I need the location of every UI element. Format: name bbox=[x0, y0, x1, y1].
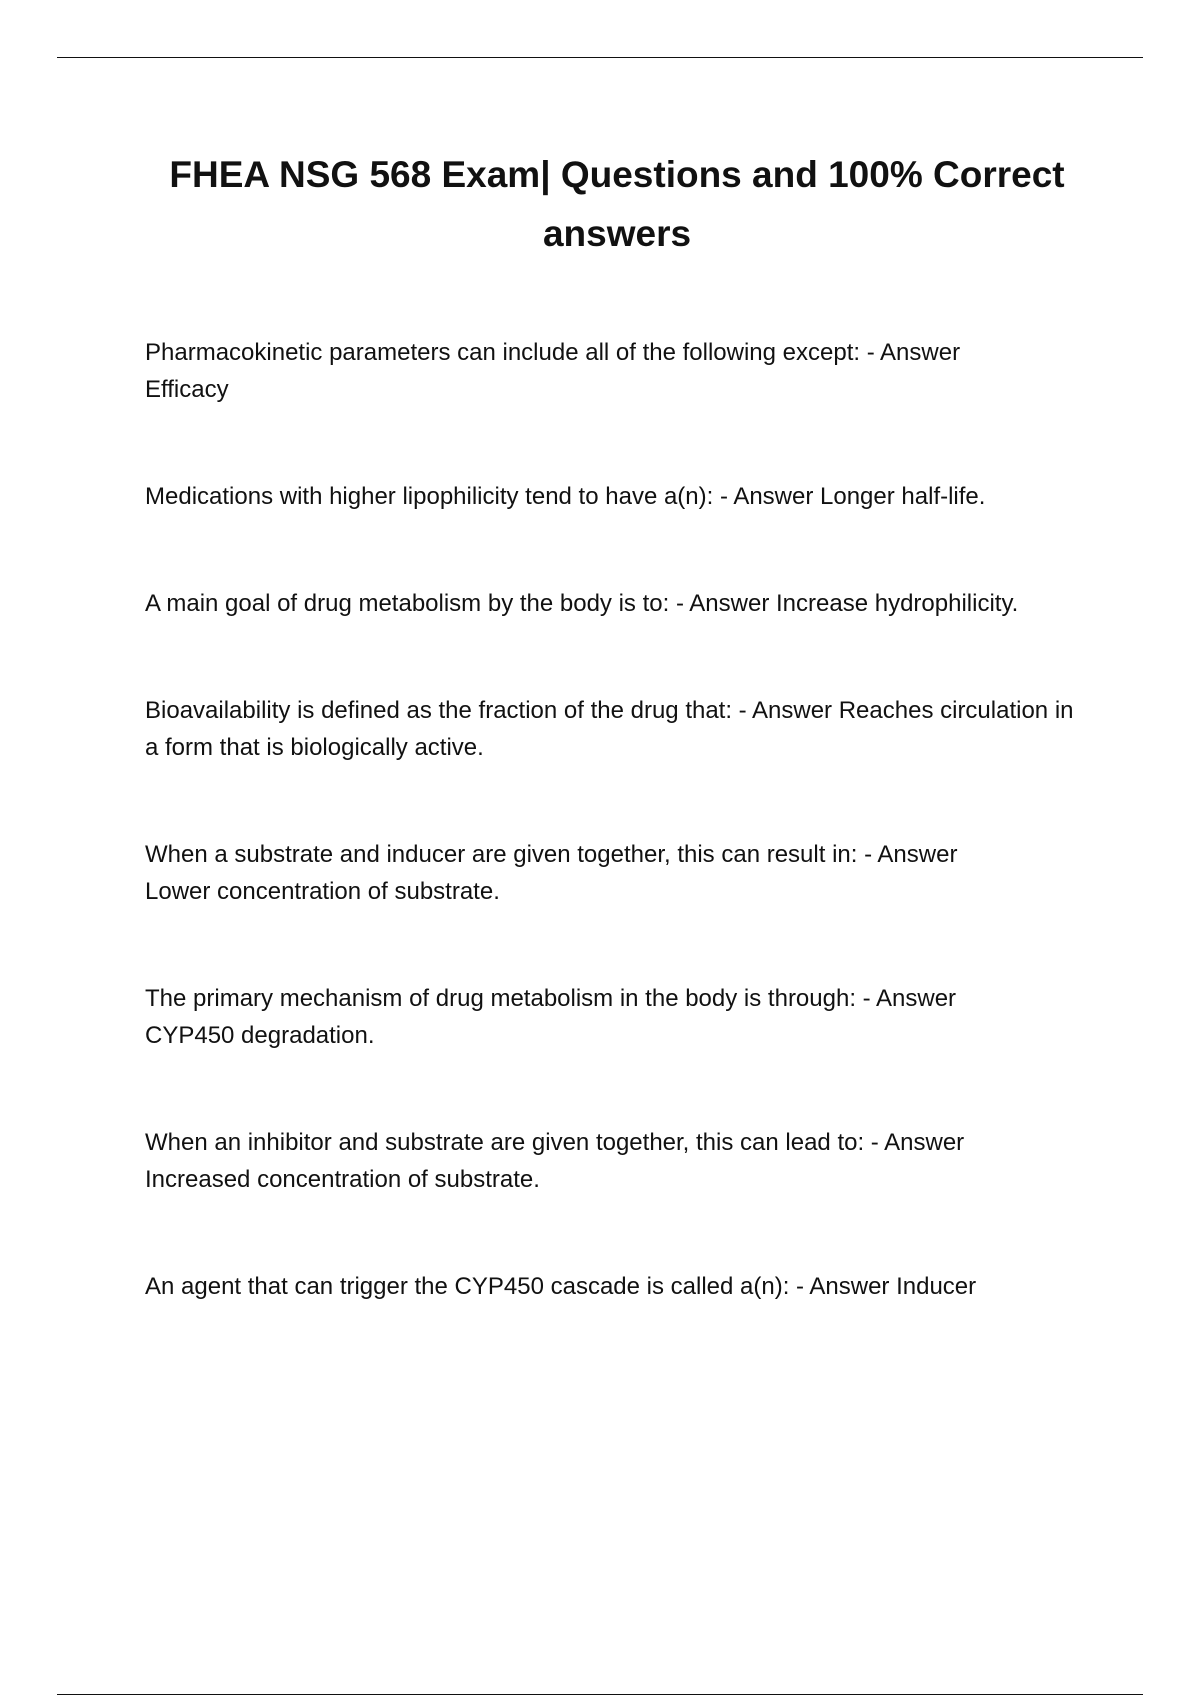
answer-separator: - Answer bbox=[856, 985, 957, 1012]
qa-item-7 bbox=[145, 1124, 1085, 1198]
bottom-rule bbox=[57, 1694, 1143, 1695]
page-title bbox=[57, 145, 1177, 263]
answer-separator: - Answer bbox=[860, 339, 961, 366]
question-text: An agent that can trigger the CYP450 cascade is called a(n): bbox=[145, 1273, 790, 1300]
question-text: When an inhibitor and substrate are given together, this can lead to: bbox=[145, 1129, 865, 1156]
answer-separator: - Answer bbox=[789, 1273, 897, 1300]
answer-text: Lower concentration of substrate. bbox=[145, 878, 500, 905]
answer-separator: - Answer bbox=[857, 841, 958, 868]
answer-text: Inducer bbox=[896, 1273, 977, 1300]
title-line-1: FHEA NSG 568 Exam| Questions and 100% Correct bbox=[169, 154, 1065, 195]
qa-item-6 bbox=[145, 980, 1085, 1054]
question-text: The primary mechanism of drug metabolism in the body is through: bbox=[145, 985, 856, 1012]
answer-text: CYP450 degradation. bbox=[145, 1022, 375, 1049]
answer-text: Longer half-life. bbox=[820, 483, 986, 510]
answer-separator: - Answer bbox=[732, 697, 839, 724]
question-text: Bioavailability is defined as the fraction of the drug that: bbox=[145, 697, 733, 724]
qa-item-3 bbox=[145, 585, 1085, 622]
question-text: A main goal of drug metabolism by the body is to: bbox=[145, 590, 670, 617]
title-line-2: answers bbox=[542, 213, 692, 254]
top-rule bbox=[57, 57, 1143, 58]
answer-separator: - Answer bbox=[669, 590, 776, 617]
answer-text: Efficacy bbox=[145, 376, 229, 403]
qa-item-4 bbox=[145, 692, 1085, 766]
answer-text: Reaches circulation in a form that is biologically active. bbox=[145, 697, 1074, 761]
answer-separator: - Answer bbox=[864, 1129, 965, 1156]
qa-item-2 bbox=[145, 478, 1085, 515]
question-text: Medications with higher lipophilicity tend to have a(n): bbox=[145, 483, 714, 510]
qa-list bbox=[145, 334, 1085, 1375]
qa-item-8 bbox=[145, 1268, 1085, 1305]
qa-item-1 bbox=[145, 334, 1085, 408]
question-text: Pharmacokinetic parameters can include all of the following except: bbox=[145, 339, 861, 366]
answer-text: Increase hydrophilicity. bbox=[776, 590, 1019, 617]
answer-text: Increased concentration of substrate. bbox=[145, 1166, 540, 1193]
question-text: When a substrate and inducer are given together, this can result in: bbox=[145, 841, 858, 868]
qa-item-5 bbox=[145, 836, 1085, 910]
answer-separator: - Answer bbox=[713, 483, 821, 510]
